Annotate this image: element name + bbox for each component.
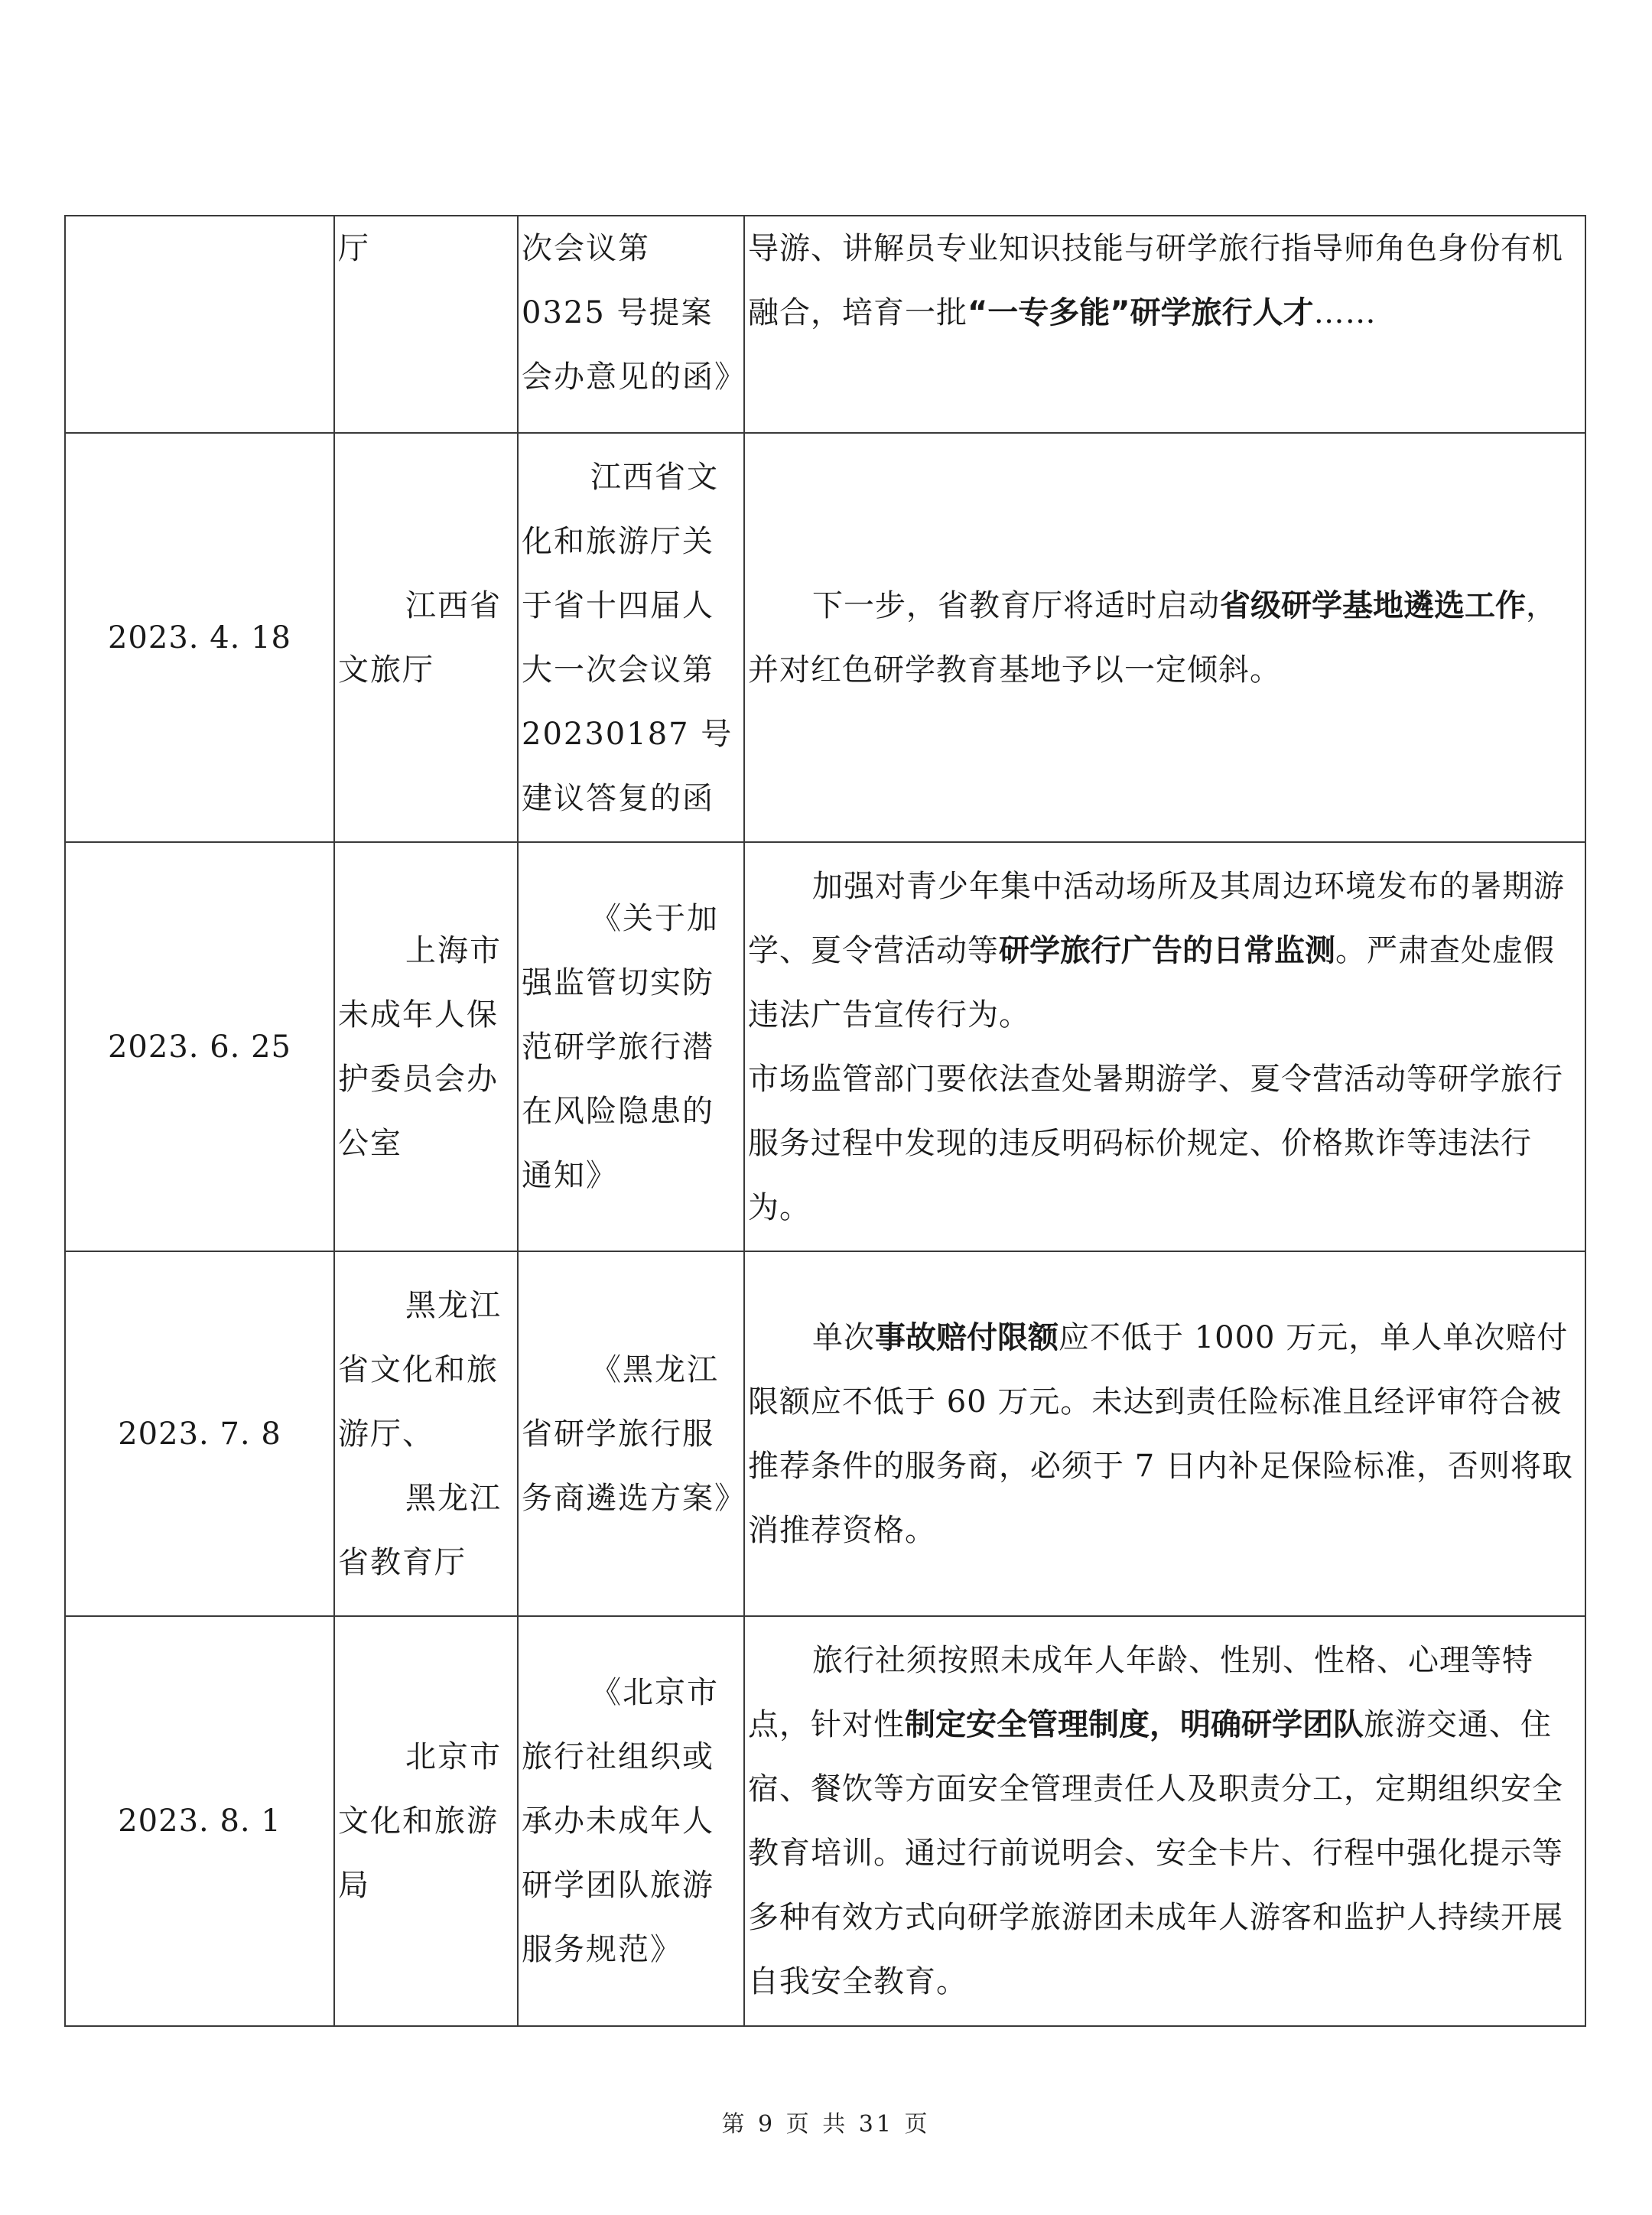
org-cell: 厅 <box>334 216 518 433</box>
page-number-footer: 第 9 页 共 31 页 <box>721 2111 931 2138</box>
content-cell <box>744 842 1585 1251</box>
org-cell: 北京市文化和旅游局 <box>334 1616 518 2026</box>
table-row <box>65 1616 1585 2026</box>
date-cell: 2023. 6. 25 <box>65 842 334 1251</box>
table-row <box>65 216 1585 433</box>
table-row <box>65 433 1585 842</box>
content-paragraph: 导游、讲解员专业知识技能与研学旅行指导师角色身份有机融合，培育一批“一专多能”研学旅行人才…… <box>748 231 1563 330</box>
table-row <box>65 842 1585 1251</box>
content-cell <box>744 1616 1585 2026</box>
date-cell: 2023. 8. 1 <box>65 1616 334 2026</box>
date-cell: 2023. 7. 8 <box>65 1251 334 1616</box>
content-cell <box>744 216 1585 433</box>
org-line: 黑龙江省教育厅 <box>338 1480 502 1580</box>
doc-cell: 《北京市旅行社组织或承办未成年人研学团队旅游服务规范》 <box>518 1616 744 2026</box>
date-cell: 2023. 4. 18 <box>65 433 334 842</box>
date-cell <box>65 216 334 433</box>
doc-cell: 《关于加强监管切实防范研学旅行潜在风险隐患的通知》 <box>518 842 744 1251</box>
doc-cell: 《黑龙江省研学旅行服务商遴选方案》 <box>518 1251 744 1616</box>
org-cell: 江西省文旅厅 <box>334 433 518 842</box>
content-paragraph: 旅行社须按照未成年人年龄、性别、性格、心理等特点，针对性制定安全管理制度，明确研学团队旅游交通、住宿、餐饮等方面安全管理责任人及职责分工，定期组织安全教育培训。通过行前说明会、安全卡片、行程中强化提示等多种有效方式向研学旅游团未成年人游客和监护人持续开展自我安全教育。 <box>748 1643 1563 1999</box>
table-row <box>65 1251 1585 1616</box>
content-cell <box>744 1251 1585 1616</box>
content-paragraph: 市场监管部门要依法查处暑期游学、夏令营活动等研学旅行服务过程中发现的违反明码标价规定、价格欺诈等违法行为。 <box>748 1061 1563 1225</box>
org-cell: 上海市未成年人保护委员会办公室 <box>334 842 518 1251</box>
policy-table <box>64 215 1586 2027</box>
content-paragraph: 加强对青少年集中活动场所及其周边环境发布的暑期游学、夏令营活动等研学旅行广告的日常监测。严肃查处虚假违法广告宣传行为。 <box>748 868 1565 1033</box>
org-line: 黑龙江省文化和旅游厅、 <box>338 1287 502 1452</box>
content-paragraph: 单次事故赔付限额应不低于 1000 万元，单人单次赔付限额应不低于 60 万元。未达到责任险标准且经评审符合被推荐条件的服务商，必须于 7 日内补足保险标准，否则将取消推荐资格。 <box>748 1319 1573 1548</box>
content-cell <box>744 433 1585 842</box>
org-cell <box>334 1251 518 1616</box>
doc-cell: 江西省文化和旅游厅关于省十四届人大一次会议第 20230187 号建议答复的函 <box>518 433 744 842</box>
doc-cell: 次会议第 0325 号提案会办意见的函》 <box>518 216 744 433</box>
content-paragraph: 下一步，省教育厅将适时启动省级研学基地遴选工作，并对红色研学教育基地予以一定倾斜。 <box>748 587 1557 688</box>
